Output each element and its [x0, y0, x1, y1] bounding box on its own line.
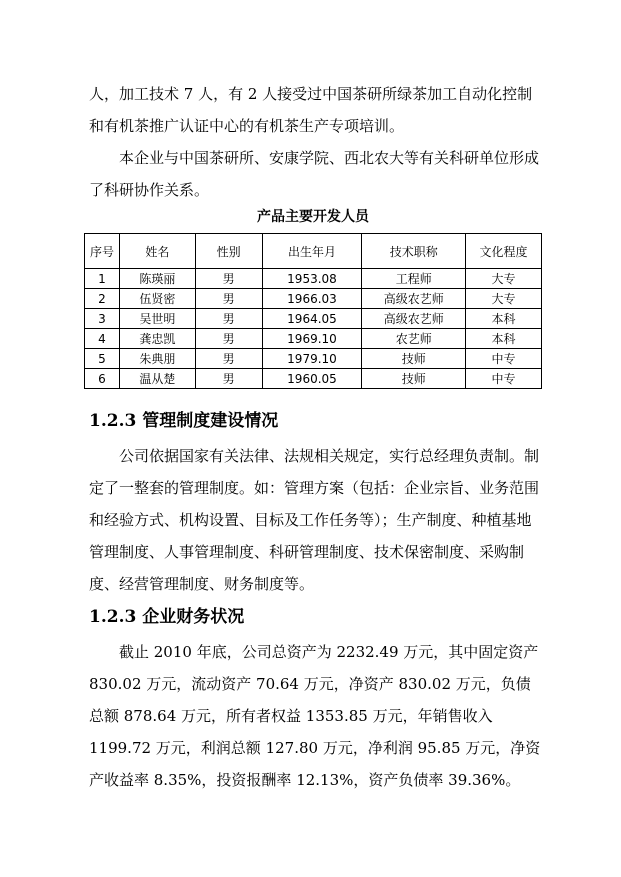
col-header-name: 姓名: [119, 234, 195, 269]
management-paragraph: 公司依据国家有关法律、法规相关规定，实行总经理负责制。制定了一整套的管理制度。如：管理方案（包括：企业宗旨、业务范围和经验方式、机构设置、目标及工作任务等）；生产制度、种植基地管理制度、人事管理制度、科研管理制度、技术保密制度、采购制度、经营管理制度、财务制度等。: [89, 447, 540, 593]
cell-index: 2: [85, 289, 120, 309]
cell-title: 高级农艺师: [362, 289, 466, 309]
cell-gender: 男: [195, 369, 262, 389]
developer-table: [84, 233, 542, 389]
section-heading-finance: 1.2.3 企业财务状况: [89, 607, 245, 627]
cell-name: 吴世明: [119, 309, 195, 329]
cell-birth: 1960.05: [262, 369, 362, 389]
table-header-row: [85, 234, 542, 269]
cell-birth: 1953.08: [262, 269, 362, 289]
cell-index: 6: [85, 369, 120, 389]
cell-gender: 男: [195, 269, 262, 289]
cell-gender: 男: [195, 349, 262, 369]
cell-title: 工程师: [362, 269, 466, 289]
intro-paragraph-1: 人，加工技术 7 人，有 2 人接受过中国茶研所绿茶加工自动化控制和有机茶推广认证中心的有机茶生产专项培训。: [89, 85, 533, 135]
cell-education: 大专: [466, 269, 542, 289]
table-row: [85, 309, 542, 329]
cell-education: 大专: [466, 289, 542, 309]
cell-index: 5: [85, 349, 120, 369]
cell-education: 本科: [466, 309, 542, 329]
cell-education: 中专: [466, 369, 542, 389]
cell-birth: 1969.10: [262, 329, 362, 349]
cell-title: 高级农艺师: [362, 309, 466, 329]
cell-title: 技师: [362, 369, 466, 389]
cell-education: 中专: [466, 349, 542, 369]
cell-title: 技师: [362, 349, 466, 369]
table-row: [85, 289, 542, 309]
col-header-education: 文化程度: [466, 234, 542, 269]
col-header-index: 序号: [85, 234, 120, 269]
cell-name: 陈瑛丽: [119, 269, 195, 289]
cell-gender: 男: [195, 309, 262, 329]
cell-birth: 1979.10: [262, 349, 362, 369]
cell-index: 3: [85, 309, 120, 329]
cell-name: 温从楚: [119, 369, 195, 389]
intro-paragraph-2: 本企业与中国茶研所、安康学院、西北农大等有关科研单位形成了科研协作关系。: [89, 149, 540, 199]
cell-name: 伍贤密: [119, 289, 195, 309]
cell-title: 农艺师: [362, 329, 466, 349]
section-heading-management: 1.2.3 管理制度建设情况: [89, 411, 279, 431]
cell-index: 4: [85, 329, 120, 349]
table-row: [85, 329, 542, 349]
col-header-gender: 性别: [195, 234, 262, 269]
cell-name: 龚忠凯: [119, 329, 195, 349]
cell-birth: 1964.05: [262, 309, 362, 329]
cell-birth: 1966.03: [262, 289, 362, 309]
cell-index: 1: [85, 269, 120, 289]
cell-education: 本科: [466, 329, 542, 349]
table-caption: 产品主要开发人员: [257, 209, 369, 225]
cell-gender: 男: [195, 329, 262, 349]
cell-name: 朱典朋: [119, 349, 195, 369]
table-row: [85, 269, 542, 289]
cell-gender: 男: [195, 289, 262, 309]
table-row: [85, 349, 542, 369]
col-header-birth: 出生年月: [262, 234, 362, 269]
finance-paragraph: 截止 2010 年底，公司总资产为 2232.49 万元，其中固定资产 830.02 万元，流动资产 70.64 万元，净资产 830.02 万元，负债总额 878.64 万元，所有者权益 1353.85 万元，年销售收入 1199.72 万元，利润总额 127.80 万元，净利润 95.85 万元，净资产收益率 8.35%，投资报酬率 12.13%，资产负债率 39.36%。: [89, 643, 541, 789]
table-row: [85, 369, 542, 389]
col-header-title: 技术职称: [362, 234, 466, 269]
